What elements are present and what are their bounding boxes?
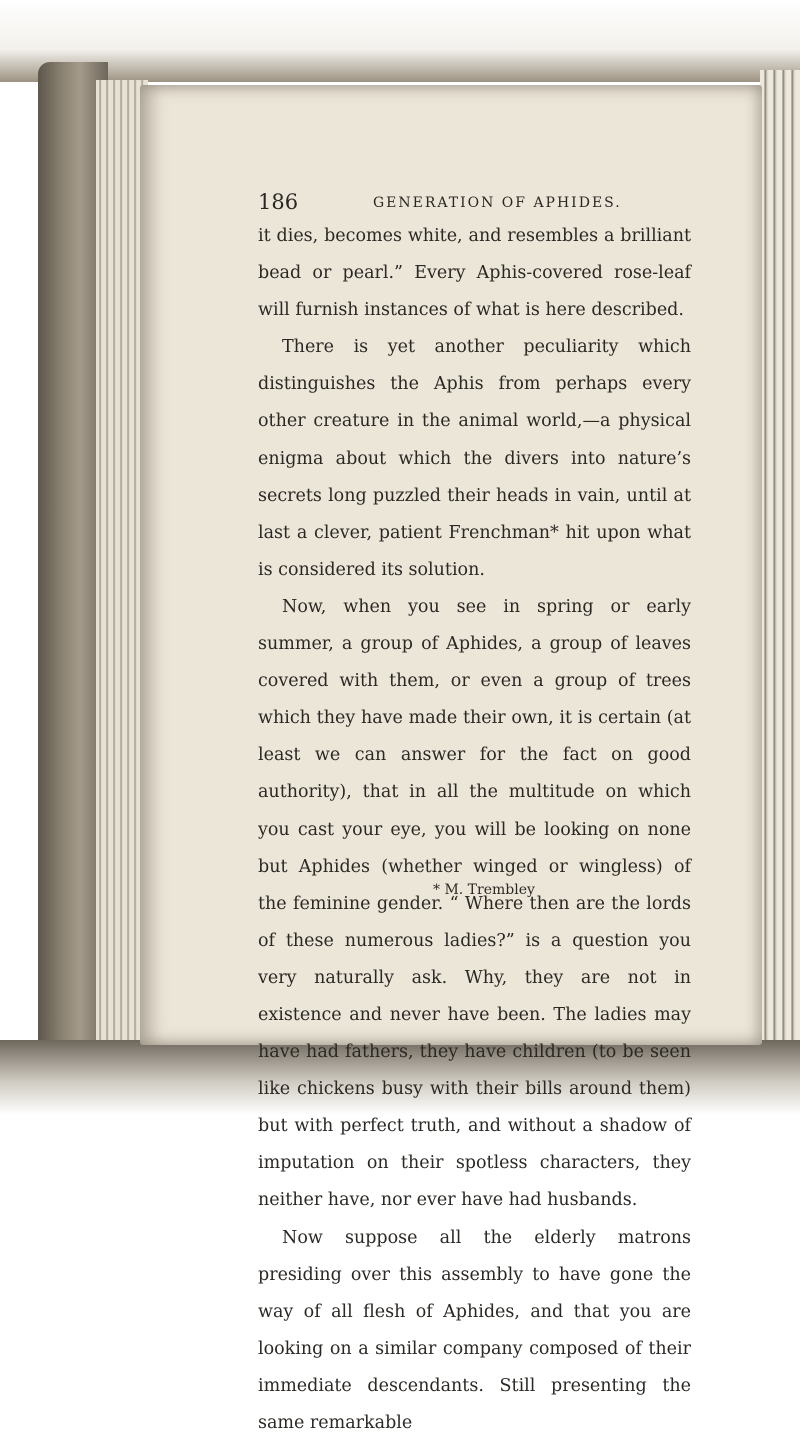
running-head: GENERATION OF APHIDES. bbox=[373, 195, 622, 211]
paragraph: Now suppose all the elderly matrons presiding over this assembly to have gone the way of all flesh of Aphides, and that you are looking on a similar company composed of their immediate descendants. Still presenting the same remarkable bbox=[258, 1227, 691, 1433]
page-header bbox=[258, 190, 638, 220]
page-edges-right bbox=[760, 70, 800, 1050]
footnote: * M. Trembley bbox=[433, 882, 535, 898]
paragraph: There is yet another peculiarity which distinguishes the Aphis from perhaps every other creature in the animal world,—a physical enigma about which the divers into nature’s secrets long puzzled their heads in vain, until at last a clever, patient Frenchman* hit upon what is considered its solution. bbox=[258, 337, 691, 580]
book-page bbox=[140, 85, 762, 1433]
background-top bbox=[0, 0, 800, 82]
body-text bbox=[258, 218, 691, 1442]
paragraph: Now, when you see in spring or early summer, a group of Aphides, a group of leaves covered with them, or even a group of trees which they have made their own, it is certain (at least we can answer for the fact on good authority), that in all the multitude on which you cast your eye, you will be looking on none but Aphides (whether winged or wingless) of the feminine gender. “ Where then are the lords of these numerous ladies?” is a question you very naturally ask. Why, they are not in existence and never have been. The ladies may have had fathers, they have children (to be seen like chickens busy with their bills around them) but with perfect truth, and without a shadow of imputation on their spotless characters, they neither have, nor ever have had husbands. bbox=[258, 596, 691, 1211]
page-number: 186 bbox=[258, 190, 299, 214]
paragraph: it dies, becomes white, and resembles a brilliant bead or pearl.” Every Aphis-covered rose-leaf will furnish instances of what is here described. bbox=[258, 226, 691, 321]
